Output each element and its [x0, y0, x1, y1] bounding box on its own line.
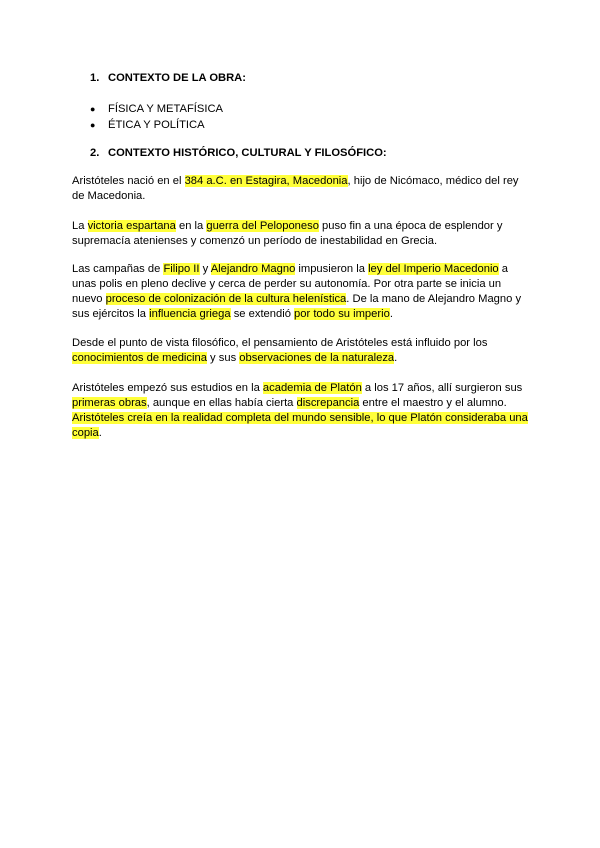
- paragraph-guerra: [72, 219, 532, 249]
- text-run: unas polis en pleno declive y cerca de perder su autonomía. Por otra parte se inicia un: [72, 278, 502, 290]
- text-line: [72, 336, 532, 351]
- text-run: y sus: [206, 352, 240, 364]
- text-run: .: [389, 308, 393, 320]
- text-run: nuevo: [72, 293, 106, 305]
- text-run: sus ejércitos la: [72, 308, 150, 320]
- text-line: [72, 411, 532, 426]
- text-line: [72, 292, 532, 307]
- highlighted-text: por todo su imperio: [294, 308, 390, 320]
- text-run: Aristóteles nació en el: [72, 175, 185, 187]
- text-run: a los 17 años, allí surgieron sus: [361, 382, 523, 394]
- highlighted-text: Filipo II: [163, 263, 200, 275]
- highlighted-text: copia: [72, 427, 99, 439]
- text-run: Aristóteles empezó sus estudios en la: [72, 382, 263, 394]
- text-line: [72, 277, 532, 292]
- text-run: de Macedonia.: [72, 190, 146, 202]
- heading-text: CONTEXTO DE LA OBRA:: [108, 72, 246, 84]
- highlighted-text: influencia griega: [149, 308, 231, 320]
- text-line: [72, 174, 532, 189]
- highlighted-text: observaciones de la naturaleza: [239, 352, 395, 364]
- text-run: Desde el punto de vista filosófico, el pensamiento de Aristóteles está influido por los: [72, 337, 488, 349]
- text-line: [72, 381, 532, 396]
- highlighted-text: victoria espartana: [87, 220, 176, 232]
- text-run: .: [394, 352, 398, 364]
- highlighted-text: 384 a.C. en Estagira, Macedonia: [184, 175, 348, 187]
- text-line: [72, 219, 532, 234]
- highlighted-text: academia de Platón: [262, 382, 362, 394]
- highlighted-text: discrepancia: [296, 397, 360, 409]
- text-run: se extendió: [230, 308, 295, 320]
- text-run: y: [199, 263, 211, 275]
- heading-contexto-obra: [90, 72, 246, 84]
- text-line: [72, 426, 532, 441]
- highlighted-text: Aristóteles creía en la realidad completa del mundo sensible, lo que Platón consideraba una: [72, 412, 528, 424]
- text-run: La: [72, 220, 88, 232]
- text-run: , hijo de Nicómaco, médico del rey: [347, 175, 519, 187]
- paragraph-estudios: [72, 381, 532, 441]
- list-item: ● ÉTICA Y POLÍTICA: [90, 119, 205, 131]
- text-run: supremacía atenienses y comenzó un período de inestabilidad en Grecia.: [72, 235, 438, 247]
- text-line: [72, 189, 532, 204]
- highlighted-text: Alejandro Magno: [210, 263, 296, 275]
- highlighted-text: conocimientos de medicina: [72, 352, 207, 364]
- paragraph-filosofico: [72, 336, 532, 366]
- text-run: .: [98, 427, 102, 439]
- highlighted-text: guerra del Peloponeso: [206, 220, 319, 232]
- heading-text: CONTEXTO HISTÓRICO, CULTURAL Y FILOSÓFICO:: [108, 147, 387, 159]
- text-line: [72, 262, 532, 277]
- text-run: impusieron la: [295, 263, 369, 275]
- text-line: [72, 396, 532, 411]
- highlighted-text: primeras obras: [72, 397, 147, 409]
- text-line: [72, 351, 532, 366]
- bullet-icon: ●: [90, 120, 96, 130]
- highlighted-text: proceso de colonización de la cultura helenística: [105, 293, 347, 305]
- highlighted-text: ley del Imperio Macedonio: [368, 263, 499, 275]
- text-run: Las campañas de: [72, 263, 164, 275]
- text-run: a: [498, 263, 508, 275]
- text-line: [72, 307, 532, 322]
- heading-contexto-historico: [90, 147, 387, 159]
- text-run: , aunque en ellas había cierta: [146, 397, 297, 409]
- heading-number: 1.: [90, 72, 100, 84]
- bullet-icon: ●: [90, 104, 96, 114]
- heading-number: 2.: [90, 147, 100, 159]
- text-run: en la: [175, 220, 207, 232]
- list-item: ● FÍSICA Y METAFÍSICA: [90, 103, 224, 115]
- topics-list: [90, 101, 223, 133]
- text-run: puso fin a una época de esplendor y: [318, 220, 503, 232]
- paragraph-nacimiento: [72, 174, 532, 204]
- text-run: . De la mano de Alejandro Magno y: [346, 293, 522, 305]
- text-run: entre el maestro y el alumno.: [359, 397, 507, 409]
- paragraph-campanas: [72, 262, 532, 322]
- text-line: [72, 234, 532, 249]
